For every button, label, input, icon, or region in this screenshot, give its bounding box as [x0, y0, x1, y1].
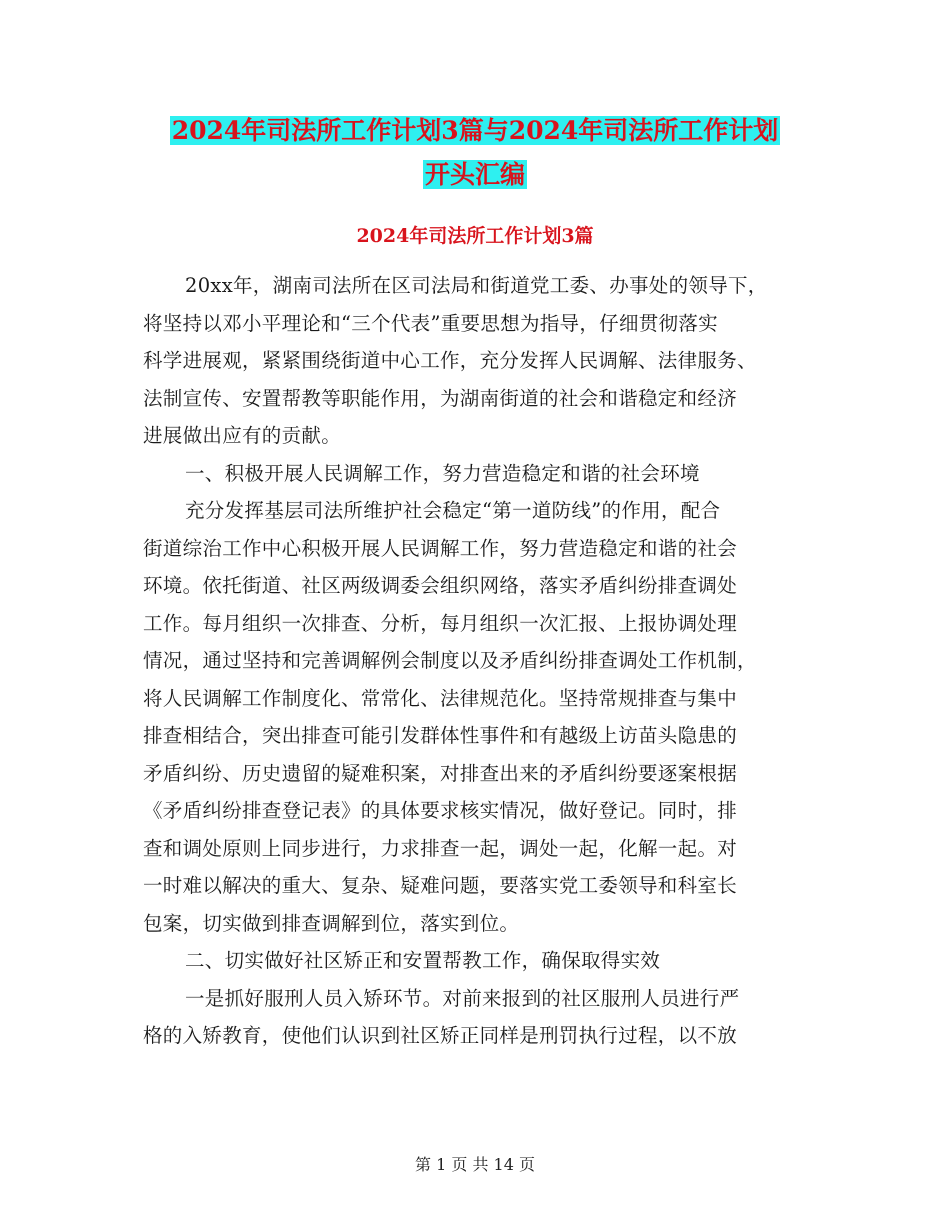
body-line: 矛盾纠纷、历史遗留的疑难积案，对排查出来的矛盾纠纷要逐案根据: [143, 761, 738, 785]
body-line: 包案，切实做到排查调解到位，落实到位。: [143, 911, 520, 935]
body-line: 法制宣传、安置帮教等职能作用，为湖南街道的社会和谐稳定和经济: [143, 386, 738, 410]
document-title-line-1: [0, 111, 950, 151]
section-title: 2024年司法所工作计划3篇: [356, 225, 594, 247]
body-line: 查和调处原则上同步进行，力求排查一起，调处一起，化解一起。对: [143, 836, 738, 860]
body-line: 情况，通过坚持和完善调解例会制度以及矛盾纠纷排查调处工作机制，: [143, 649, 757, 672]
body-line: 一、积极开展人民调解工作，努力营造稳定和谐的社会环境: [185, 461, 700, 485]
body-line: 格的入矫教育，使他们认识到社区矫正同样是刑罚执行过程，以不放: [143, 1024, 738, 1047]
title-highlight: 开头汇编: [424, 160, 525, 189]
body-line: 排查相结合，突出排查可能引发群体性事件和有越级上访苗头隐患的: [143, 724, 738, 747]
body-line: 一时难以解决的重大、复杂、疑难问题，要落实党工委领导和科室长: [143, 874, 738, 897]
body-line: 《矛盾纠纷排查登记表》的具体要求核实情况，做好登记。同时，排: [143, 799, 738, 822]
page-footer: 第 1 页 共 14 页: [415, 1155, 535, 1174]
body-line: 20xx年，湖南司法所在区司法局和街道党工委、办事处的领导下，: [185, 274, 768, 297]
body-line: 将人民调解工作制度化、常常化、法律规范化。坚持常规排查与集中: [143, 686, 738, 710]
document-body: [143, 267, 813, 1055]
body-line: 一是抓好服刑人员入矫环节。对前来报到的社区服刑人员进行严: [185, 986, 740, 1010]
body-line: 二、切实做好社区矫正和安置帮教工作，确保取得实效: [185, 949, 661, 972]
title-highlight: 2024年司法所工作计划3篇与2024年司法所工作计划: [171, 116, 779, 145]
body-line: 进展做出应有的贡献。: [143, 424, 342, 447]
body-line: 环境。依托街道、社区两级调委会组织网络，落实矛盾纠纷排查调处: [143, 574, 738, 597]
body-line: 充分发挥基层司法所维护社会稳定“第一道防线”的作用，配合: [185, 499, 721, 522]
body-line: 科学进展观，紧紧围绕街道中心工作，充分发挥人民调解、法律服务、: [143, 349, 757, 372]
document-title-line-2: [0, 155, 950, 195]
body-line: 工作。每月组织一次排查、分析，每月组织一次汇报、上报协调处理: [143, 611, 738, 635]
body-line: 将坚持以邓小平理论和“三个代表”重要思想为指导，仔细贯彻落实: [143, 311, 718, 335]
body-line: 街道综治工作中心积极开展人民调解工作，努力营造稳定和谐的社会: [143, 536, 738, 560]
